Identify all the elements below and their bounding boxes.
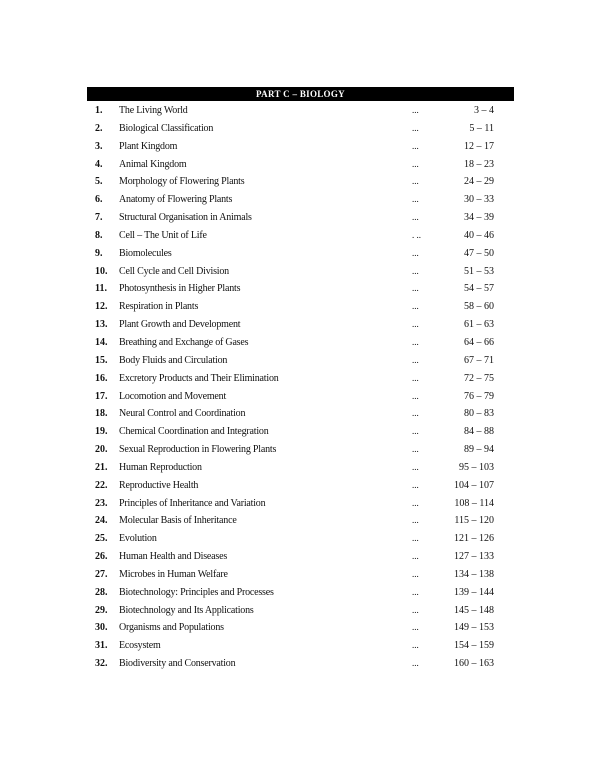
chapter-number: 30.	[95, 622, 108, 634]
chapter-row	[87, 388, 514, 406]
chapter-pages: 5 – 11	[469, 122, 494, 134]
chapter-leader-dots: ...	[412, 390, 419, 401]
chapter-number: 12.	[95, 301, 108, 313]
chapter-row	[87, 298, 514, 316]
chapter-title: Chemical Coordination and Integration	[119, 426, 269, 438]
chapter-title: Microbes in Human Welfare	[119, 568, 228, 580]
chapter-row	[87, 423, 514, 441]
chapter-number: 11.	[95, 283, 107, 295]
chapter-title: Biological Classification	[119, 122, 214, 134]
chapter-pages: 108 – 114	[454, 497, 494, 509]
chapter-leader-dots: ...	[412, 336, 419, 347]
chapter-leader-dots: ...	[412, 319, 419, 330]
chapter-pages: 58 – 60	[464, 301, 494, 313]
chapter-pages: 80 – 83	[464, 408, 494, 420]
chapter-title: Neural Control and Coordination	[119, 408, 246, 420]
chapter-number: 20.	[95, 444, 108, 456]
chapter-title: Organisms and Populations	[119, 622, 224, 634]
chapter-leader-dots: ...	[412, 658, 419, 669]
chapter-number: 15.	[95, 354, 108, 366]
chapter-row	[87, 227, 514, 245]
chapter-leader-dots: . ..	[412, 229, 421, 240]
chapter-leader-dots: ...	[412, 461, 419, 472]
chapter-leader-dots: ...	[412, 622, 419, 633]
chapter-row	[87, 334, 514, 352]
chapter-pages: 3 – 4	[474, 105, 494, 116]
chapter-pages: 149 – 153	[454, 622, 494, 634]
chapter-leader-dots: ...	[412, 640, 419, 651]
chapter-leader-dots: ...	[412, 354, 419, 365]
chapter-pages: 24 – 29	[464, 176, 494, 188]
chapter-row	[87, 280, 514, 298]
chapter-pages: 61 – 63	[464, 319, 494, 331]
chapter-title: Plant Growth and Development	[119, 319, 241, 331]
chapter-title: Evolution	[119, 533, 157, 545]
chapter-number: 8.	[95, 229, 103, 241]
chapter-title: Morphology of Flowering Plants	[119, 176, 245, 188]
chapter-row	[87, 102, 514, 120]
chapter-row	[87, 245, 514, 263]
chapter-leader-dots: ...	[412, 551, 419, 562]
chapter-title: Biotechnology: Principles and Processes	[119, 586, 274, 598]
chapter-pages: 95 – 103	[459, 461, 494, 473]
chapter-row	[87, 263, 514, 281]
chapter-leader-dots: ...	[412, 372, 419, 383]
chapter-title: Cell Cycle and Cell Division	[119, 265, 229, 277]
chapter-number: 27.	[95, 568, 108, 580]
chapter-row	[87, 530, 514, 548]
chapter-number: 16.	[95, 372, 108, 384]
chapter-row	[87, 512, 514, 530]
section-header: PART C – BIOLOGY	[87, 87, 514, 101]
chapter-title: Animal Kingdom	[119, 158, 187, 170]
chapter-pages: 154 – 159	[454, 640, 494, 652]
chapter-row	[87, 173, 514, 191]
chapter-title: Sexual Reproduction in Flowering Plants	[119, 444, 277, 456]
chapter-title: Human Reproduction	[119, 461, 202, 473]
chapter-pages: 47 – 50	[464, 247, 494, 259]
chapter-row	[87, 370, 514, 388]
chapter-title: Plant Kingdom	[119, 140, 178, 152]
chapter-row	[87, 209, 514, 227]
chapter-title: Excretory Products and Their Elimination	[119, 372, 279, 384]
chapter-row	[87, 352, 514, 370]
chapter-leader-dots: ...	[412, 533, 419, 544]
chapter-number: 24.	[95, 515, 108, 527]
chapter-pages: 51 – 53	[464, 265, 494, 277]
chapter-pages: 145 – 148	[454, 604, 494, 616]
chapter-row	[87, 566, 514, 584]
chapter-title: Reproductive Health	[119, 479, 199, 491]
chapter-number: 3.	[95, 140, 103, 152]
chapter-title: Breathing and Exchange of Gases	[119, 336, 249, 348]
chapter-title: Human Health and Diseases	[119, 551, 228, 563]
chapter-row	[87, 459, 514, 477]
chapter-pages: 30 – 33	[464, 194, 494, 206]
chapter-row	[87, 548, 514, 566]
chapter-row	[87, 441, 514, 459]
chapter-row	[87, 495, 514, 513]
chapter-leader-dots: ...	[412, 479, 419, 490]
chapter-pages: 72 – 75	[464, 372, 494, 384]
chapter-title: Biomolecules	[119, 247, 172, 259]
chapter-leader-dots: ...	[412, 586, 419, 597]
chapter-leader-dots: ...	[412, 444, 419, 455]
chapter-pages: 76 – 79	[464, 390, 494, 402]
chapter-title: Locomotion and Movement	[119, 390, 227, 402]
chapter-pages: 139 – 144	[454, 586, 494, 598]
chapter-title: Structural Organisation in Animals	[119, 212, 252, 224]
chapter-pages: 18 – 23	[464, 158, 494, 170]
chapter-leader-dots: ...	[412, 497, 419, 508]
chapter-title: Ecosystem	[119, 640, 161, 652]
chapter-title: Molecular Basis of Inheritance	[119, 515, 237, 527]
chapter-pages: 89 – 94	[464, 444, 494, 456]
chapter-leader-dots: ...	[412, 176, 419, 187]
chapter-title: Photosynthesis in Higher Plants	[119, 283, 241, 295]
chapter-pages: 134 – 138	[454, 568, 494, 580]
chapter-number: 23.	[95, 497, 108, 509]
chapter-number: 19.	[95, 426, 108, 438]
chapter-number: 4.	[95, 158, 103, 170]
chapter-leader-dots: ...	[412, 212, 419, 223]
chapter-pages: 104 – 107	[454, 479, 494, 491]
chapter-number: 22.	[95, 479, 108, 491]
chapter-pages: 67 – 71	[464, 354, 494, 366]
chapter-row	[87, 584, 514, 602]
chapter-row	[87, 602, 514, 620]
chapter-row	[87, 655, 514, 673]
chapter-number: 9.	[95, 247, 103, 259]
chapter-title: Body Fluids and Circulation	[119, 354, 228, 366]
chapter-leader-dots: ...	[412, 568, 419, 579]
chapter-leader-dots: ...	[412, 105, 419, 115]
chapter-number: 31.	[95, 640, 108, 652]
chapter-row	[87, 316, 514, 334]
chapter-row	[87, 191, 514, 209]
chapter-number: 1.	[95, 105, 103, 116]
chapter-row	[87, 138, 514, 156]
chapter-number: 25.	[95, 533, 108, 545]
chapter-leader-dots: ...	[412, 301, 419, 312]
chapter-title: Respiration in Plants	[119, 301, 199, 313]
chapter-title: Biotechnology and Its Applications	[119, 604, 254, 616]
chapter-number: 7.	[95, 212, 103, 224]
chapter-pages: 40 – 46	[464, 229, 494, 241]
chapter-row	[87, 637, 514, 655]
chapter-leader-dots: ...	[412, 604, 419, 615]
chapter-number: 18.	[95, 408, 108, 420]
chapter-pages: 54 – 57	[464, 283, 494, 295]
chapter-pages: 115 – 120	[454, 515, 494, 527]
chapter-leader-dots: ...	[412, 194, 419, 205]
chapter-number: 13.	[95, 319, 108, 331]
chapter-leader-dots: ...	[412, 140, 419, 151]
chapter-pages: 160 – 163	[454, 658, 494, 670]
chapter-number: 32.	[95, 658, 108, 670]
chapter-leader-dots: ...	[412, 265, 419, 276]
chapter-pages: 121 – 126	[454, 533, 494, 545]
chapter-title: Biodiversity and Conservation	[119, 658, 236, 670]
chapter-leader-dots: ...	[412, 158, 419, 169]
chapter-number: 10.	[95, 265, 108, 277]
chapter-leader-dots: ...	[412, 515, 419, 526]
chapter-number: 21.	[95, 461, 108, 473]
chapter-row	[87, 477, 514, 495]
chapter-title: The Living World	[119, 105, 188, 116]
chapter-leader-dots: ...	[412, 247, 419, 258]
chapter-leader-dots: ...	[412, 283, 419, 294]
chapter-number: 5.	[95, 176, 103, 188]
chapter-title: Principles of Inheritance and Variation	[119, 497, 266, 509]
table-of-contents	[87, 87, 514, 673]
chapter-number: 29.	[95, 604, 108, 616]
chapter-title: Cell – The Unit of Life	[119, 229, 207, 241]
chapter-pages: 12 – 17	[464, 140, 494, 152]
chapter-title: Anatomy of Flowering Plants	[119, 194, 233, 206]
chapter-pages: 64 – 66	[464, 336, 494, 348]
chapter-row	[87, 619, 514, 637]
chapter-pages: 127 – 133	[454, 551, 494, 563]
chapter-number: 17.	[95, 390, 108, 402]
chapter-number: 6.	[95, 194, 103, 206]
chapter-number: 14.	[95, 336, 108, 348]
chapter-list	[87, 102, 514, 673]
chapter-row	[87, 120, 514, 138]
chapter-number: 2.	[95, 122, 103, 134]
chapter-row	[87, 156, 514, 174]
chapter-row	[87, 405, 514, 423]
chapter-leader-dots: ...	[412, 122, 419, 133]
chapter-pages: 34 – 39	[464, 212, 494, 224]
chapter-leader-dots: ...	[412, 426, 419, 437]
chapter-number: 28.	[95, 586, 108, 598]
chapter-number: 26.	[95, 551, 108, 563]
chapter-pages: 84 – 88	[464, 426, 494, 438]
chapter-leader-dots: ...	[412, 408, 419, 419]
